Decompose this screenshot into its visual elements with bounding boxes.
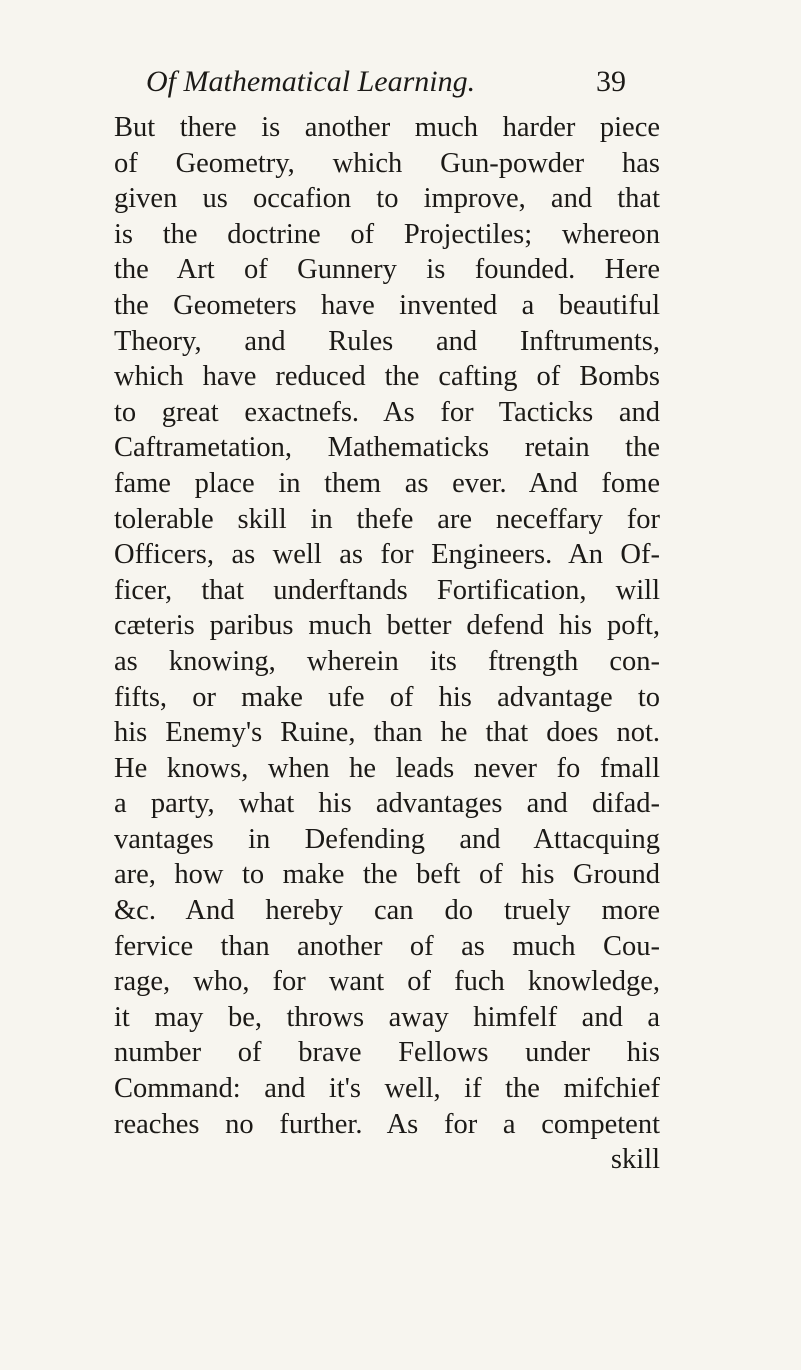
- page-number: 39: [596, 65, 626, 98]
- body-text: [114, 110, 660, 1178]
- text-line: his Enemy's Ruine, than he that does not.: [114, 717, 660, 749]
- text-line: &c. And hereby can do truely more: [114, 895, 660, 927]
- text-line: Command: and it's well, if the mifchief: [114, 1073, 660, 1105]
- text-line: the Art of Gunnery is founded. Here: [114, 254, 660, 286]
- text-line: a party, what his advantages and difad-: [114, 788, 660, 820]
- text-line: which have reduced the cafting of Bombs: [114, 361, 660, 393]
- text-line: of Geometry, which Gun-powder has: [114, 147, 660, 179]
- text-line: Officers, as well as for Engineers. An Of-: [114, 539, 660, 571]
- text-line: Caftrametation, Mathematicks retain the: [114, 432, 660, 464]
- text-line: the Geometers have invented a beautiful: [114, 289, 660, 321]
- text-line: is the doctrine of Projectiles; whereon: [114, 218, 660, 250]
- text-line: cæteris paribus much better defend his poft,: [114, 610, 660, 642]
- catchword: skill: [610, 1144, 660, 1176]
- text-line: But there is another much harder piece: [114, 112, 660, 143]
- text-line: it may be, throws away himfelf and a: [114, 1001, 660, 1033]
- text-line: as knowing, wherein its ftrength con-: [114, 645, 660, 677]
- text-line: fame place in them as ever. And fome: [114, 467, 660, 499]
- text-line: reaches no further. As for a competent: [114, 1108, 660, 1140]
- text-line: Theory, and Rules and Inftruments,: [114, 325, 660, 357]
- text-line: vantages in Defending and Attacquing: [114, 823, 660, 855]
- text-line: are, how to make the beft of his Ground: [114, 859, 660, 891]
- text-line: fervice than another of as much Cou-: [114, 930, 660, 962]
- text-line: to great exactnefs. As for Tacticks and: [114, 396, 660, 428]
- text-line: rage, who, for want of fuch knowledge,: [114, 966, 660, 998]
- text-line: number of brave Fellows under his: [114, 1037, 660, 1069]
- text-line: ficer, that underftands Fortification, will: [114, 574, 660, 606]
- running-head: [146, 60, 626, 104]
- text-line: tolerable skill in thefe are neceffary for: [114, 503, 660, 535]
- text-line: fifts, or make ufe of his advantage to: [114, 681, 660, 713]
- text-line: given us occafion to improve, and that: [114, 183, 660, 215]
- running-title: Of Mathematical Learning.: [146, 65, 476, 98]
- text-line: He knows, when he leads never fo fmall: [114, 752, 660, 784]
